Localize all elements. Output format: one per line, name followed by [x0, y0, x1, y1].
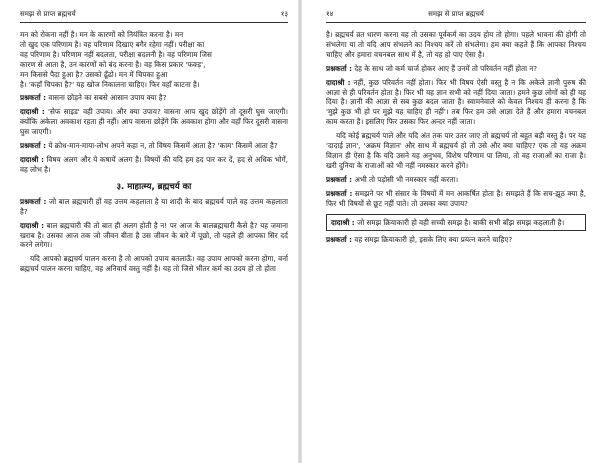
right-header-title: समझ से प्राप्त ब्रह्मचर्य	[428, 10, 484, 18]
speaker-label: प्रश्नकर्ता :	[20, 196, 47, 206]
speaker-label: प्रश्नकर्ता :	[326, 174, 353, 184]
answer-text: जो समझ क्रियाकारी हो वही सच्ची समझ है। बाकी सभी बाँझ समझ कहलाती है।	[356, 217, 565, 227]
right-answer-2-box	[326, 214, 586, 232]
speaker-label: दादाश्री :	[331, 217, 355, 227]
speaker-label: प्रश्नकर्ता :	[326, 188, 353, 198]
question-text: जो बाल ब्रह्मचारी हों वह उत्तम कहलाता है या शादी के बाद ब्रह्मचर्य पाले वह उत्तम कहलाता है?	[20, 196, 288, 216]
left-header-title: समझ से प्राप्त ब्रह्मचर्य	[20, 10, 76, 18]
answer-text: बाल ब्रह्मचारी की तो बात ही अलग होती है न! पर आज के बालब्रह्मचारी कैसे है? यह जमाना खराब है। उसका आज तक जो जीवन बीता है उस जीवन के बारे में पूछो, तो पहले ही आपका सिर दर्द करने लगेगा।	[20, 220, 288, 250]
left-opening-line-6: है। 'कहाँ चिपका है?' यह खोज निकालना चाहिए। फिर वहाँ काटना है।	[20, 79, 200, 89]
speaker-label: प्रश्नकर्ता :	[20, 93, 47, 103]
right-opening-paragraph: है। ब्रह्मचर्य व्रत धारण करना वह तो उसका पूर्वकर्म का उदय होय तो होगा। पहले भावना की होगी तो संभलेगा या तो यदि आप संभलने का निश्चय करें तो संभलेगा। हम क्या कहते हैं कि आपका निश्चय चाहिए और हमारा वचनबल साथ में है, तो यह हो पाए ऐसा है।	[326, 30, 586, 59]
left-opening-line-2: तो खुद एक परिणाम है। वह परिणाम दिखाए बगैर रहेगा नहीं। परीक्षा का	[20, 39, 205, 49]
right-answer-1	[326, 78, 586, 128]
speaker-label: दादाश्री :	[20, 220, 44, 230]
left-running-head	[20, 6, 288, 23]
speaker-label: दादाश्री :	[20, 154, 44, 164]
left-question-1	[20, 93, 288, 103]
left-opening-line-5: मन किससे पैदा हुआ है? उसको ढूँढो। मन में चिपका हुआ	[20, 69, 168, 79]
left-question-3	[20, 197, 288, 217]
answer-text: विषय अलग और ये कषायें अलग है। विषयों की यदि हम हद पार कर दें, हद से अधिक भोगें, वह लोभ है।	[20, 154, 288, 174]
right-question-2	[326, 175, 586, 185]
right-running-head	[326, 6, 586, 23]
right-question-3	[326, 189, 586, 209]
left-opening-line-4: कारण से आता है, उन कारणों को बंद करना है। वह किस प्रकार 'फक्ड़',	[20, 59, 206, 69]
left-closing-paragraph: यदि आपको ब्रह्मचर्य पालन करना है तो आपको उपाय बतलाऊँ। वह उपाय आपको करना होगा, वर्ना ब्रह्मचर्य पालन करना चाहिए, वह अनिवार्य वस्तु नहीं है। यह तो जिसे भीतर कर्म का उदय हो तो होता	[20, 254, 288, 274]
right-question-1	[326, 64, 586, 74]
speaker-label: प्रश्नकर्ता :	[326, 235, 353, 245]
speaker-label: दादाश्री :	[326, 77, 351, 87]
speaker-label: प्रश्नकर्ता :	[326, 63, 353, 73]
speaker-label: प्रश्नकर्ता :	[20, 141, 47, 151]
left-answer-3	[20, 221, 288, 251]
right-question-4	[326, 235, 586, 245]
chapter-heading: ३. माहात्म्य, ब्रह्मचर्य का	[116, 181, 192, 192]
left-opening-line-1: मन को रोकना नहीं है। मन के कारणों को नियंत्रित करना है। मन	[20, 30, 184, 39]
left-answer-1	[20, 107, 288, 137]
left-answer-2	[20, 155, 288, 175]
question-text: वासना छोड़ने का सबसे आसान उपाय क्या है?	[48, 93, 167, 103]
question-text: ये क्रोध-मान-माया-लोभ अपने कहा न, तो विषय किसमें आता है? 'काम' किसमें आता है?	[48, 141, 278, 151]
right-paragraph-2: यदि कोई ब्रह्मचर्य पाले और यदि अंत तक पार उतर जाए तो ब्रह्मचर्य तो बहुत बड़ी वस्तु है। पर यह 'दादाई ज्ञान', 'अक्रम विज्ञान' और साथ में ब्रह्मचर्य हो तो उसे और क्या चाहिए? एक तो यह अक्रम विज्ञान ही ऐसा है कि यदि उसने यह अनुभव, विशेष परिणाम पा लिया, तो वह राजाओं का राजा है। खरी दुनिया के राजाओं को भी नहीं नमस्कार करने होंगे।	[326, 131, 586, 170]
answer-text: 'सेफ साइड' वही उपाय। और क्या उपाय? वासना आप खुद छोड़ेंगे तो दूसरी घुस जाएगी। क्योंकि अकेला अवकाश रहता ही नहीं। आप वासना छोड़ेंगे कि अवकाश होगा और वहाँ फिर दूसरी वासना घुस जाएगी।	[20, 107, 288, 137]
speaker-label: दादाश्री :	[20, 107, 45, 117]
question-text: वह समझ क्रियाकारी हो, इसके लिए क्या प्रयत्न करने चाहिए?	[354, 235, 513, 245]
left-page-number: १३	[280, 10, 288, 18]
question-text: देह के साथ जो कर्म चार्ज होकर आए हैं उनमें तो परिवर्तन नहीं होता न?	[354, 63, 538, 73]
right-page-number: १४	[326, 10, 334, 18]
right-page	[300, 0, 600, 463]
left-opening-line-3: वह परिणाम है। परिणाम नहीं बदलता, परीक्षा बदलनी है। वह परिणाम जिस	[20, 49, 212, 59]
question-text: अभी तो पड़ोसी भी नमस्कार नहीं करता।	[354, 174, 459, 184]
answer-text: नहीं, कुछ परिवर्तन नहीं होता। फिर भी विषय ऐसी वस्तु है न कि अकेले ज्ञानी पुरुष की आज्ञा से ही परिवर्तन होता है। फिर भी यह ज्ञान सभी को नहीं दिया जाता। हमने कुछ लोगों को ही यह दिया है। ज्ञानी की आज्ञा से सब कुछ बदल जाता है। स्वामनेवाले को केवल निश्चय ही करना है कि 'मुझे कुछ भी हो पर मुझे यह चाहिए ही नहीं'। तब फिर हम उसे आज्ञा देते हैं और हमारा वचनबल काम करता है। इसलिए फिर उसका फिर अन्दर नहीं जाता।	[326, 77, 586, 127]
left-question-2	[20, 141, 288, 151]
question-text: समझने पर भी संसार के विषयों में मन आकर्षित होता है। समझते हैं कि सच-झूठ क्या है, फिर भी विषयों से छूट नहीं पाते। तो उसका क्या उपाय?	[326, 188, 586, 208]
